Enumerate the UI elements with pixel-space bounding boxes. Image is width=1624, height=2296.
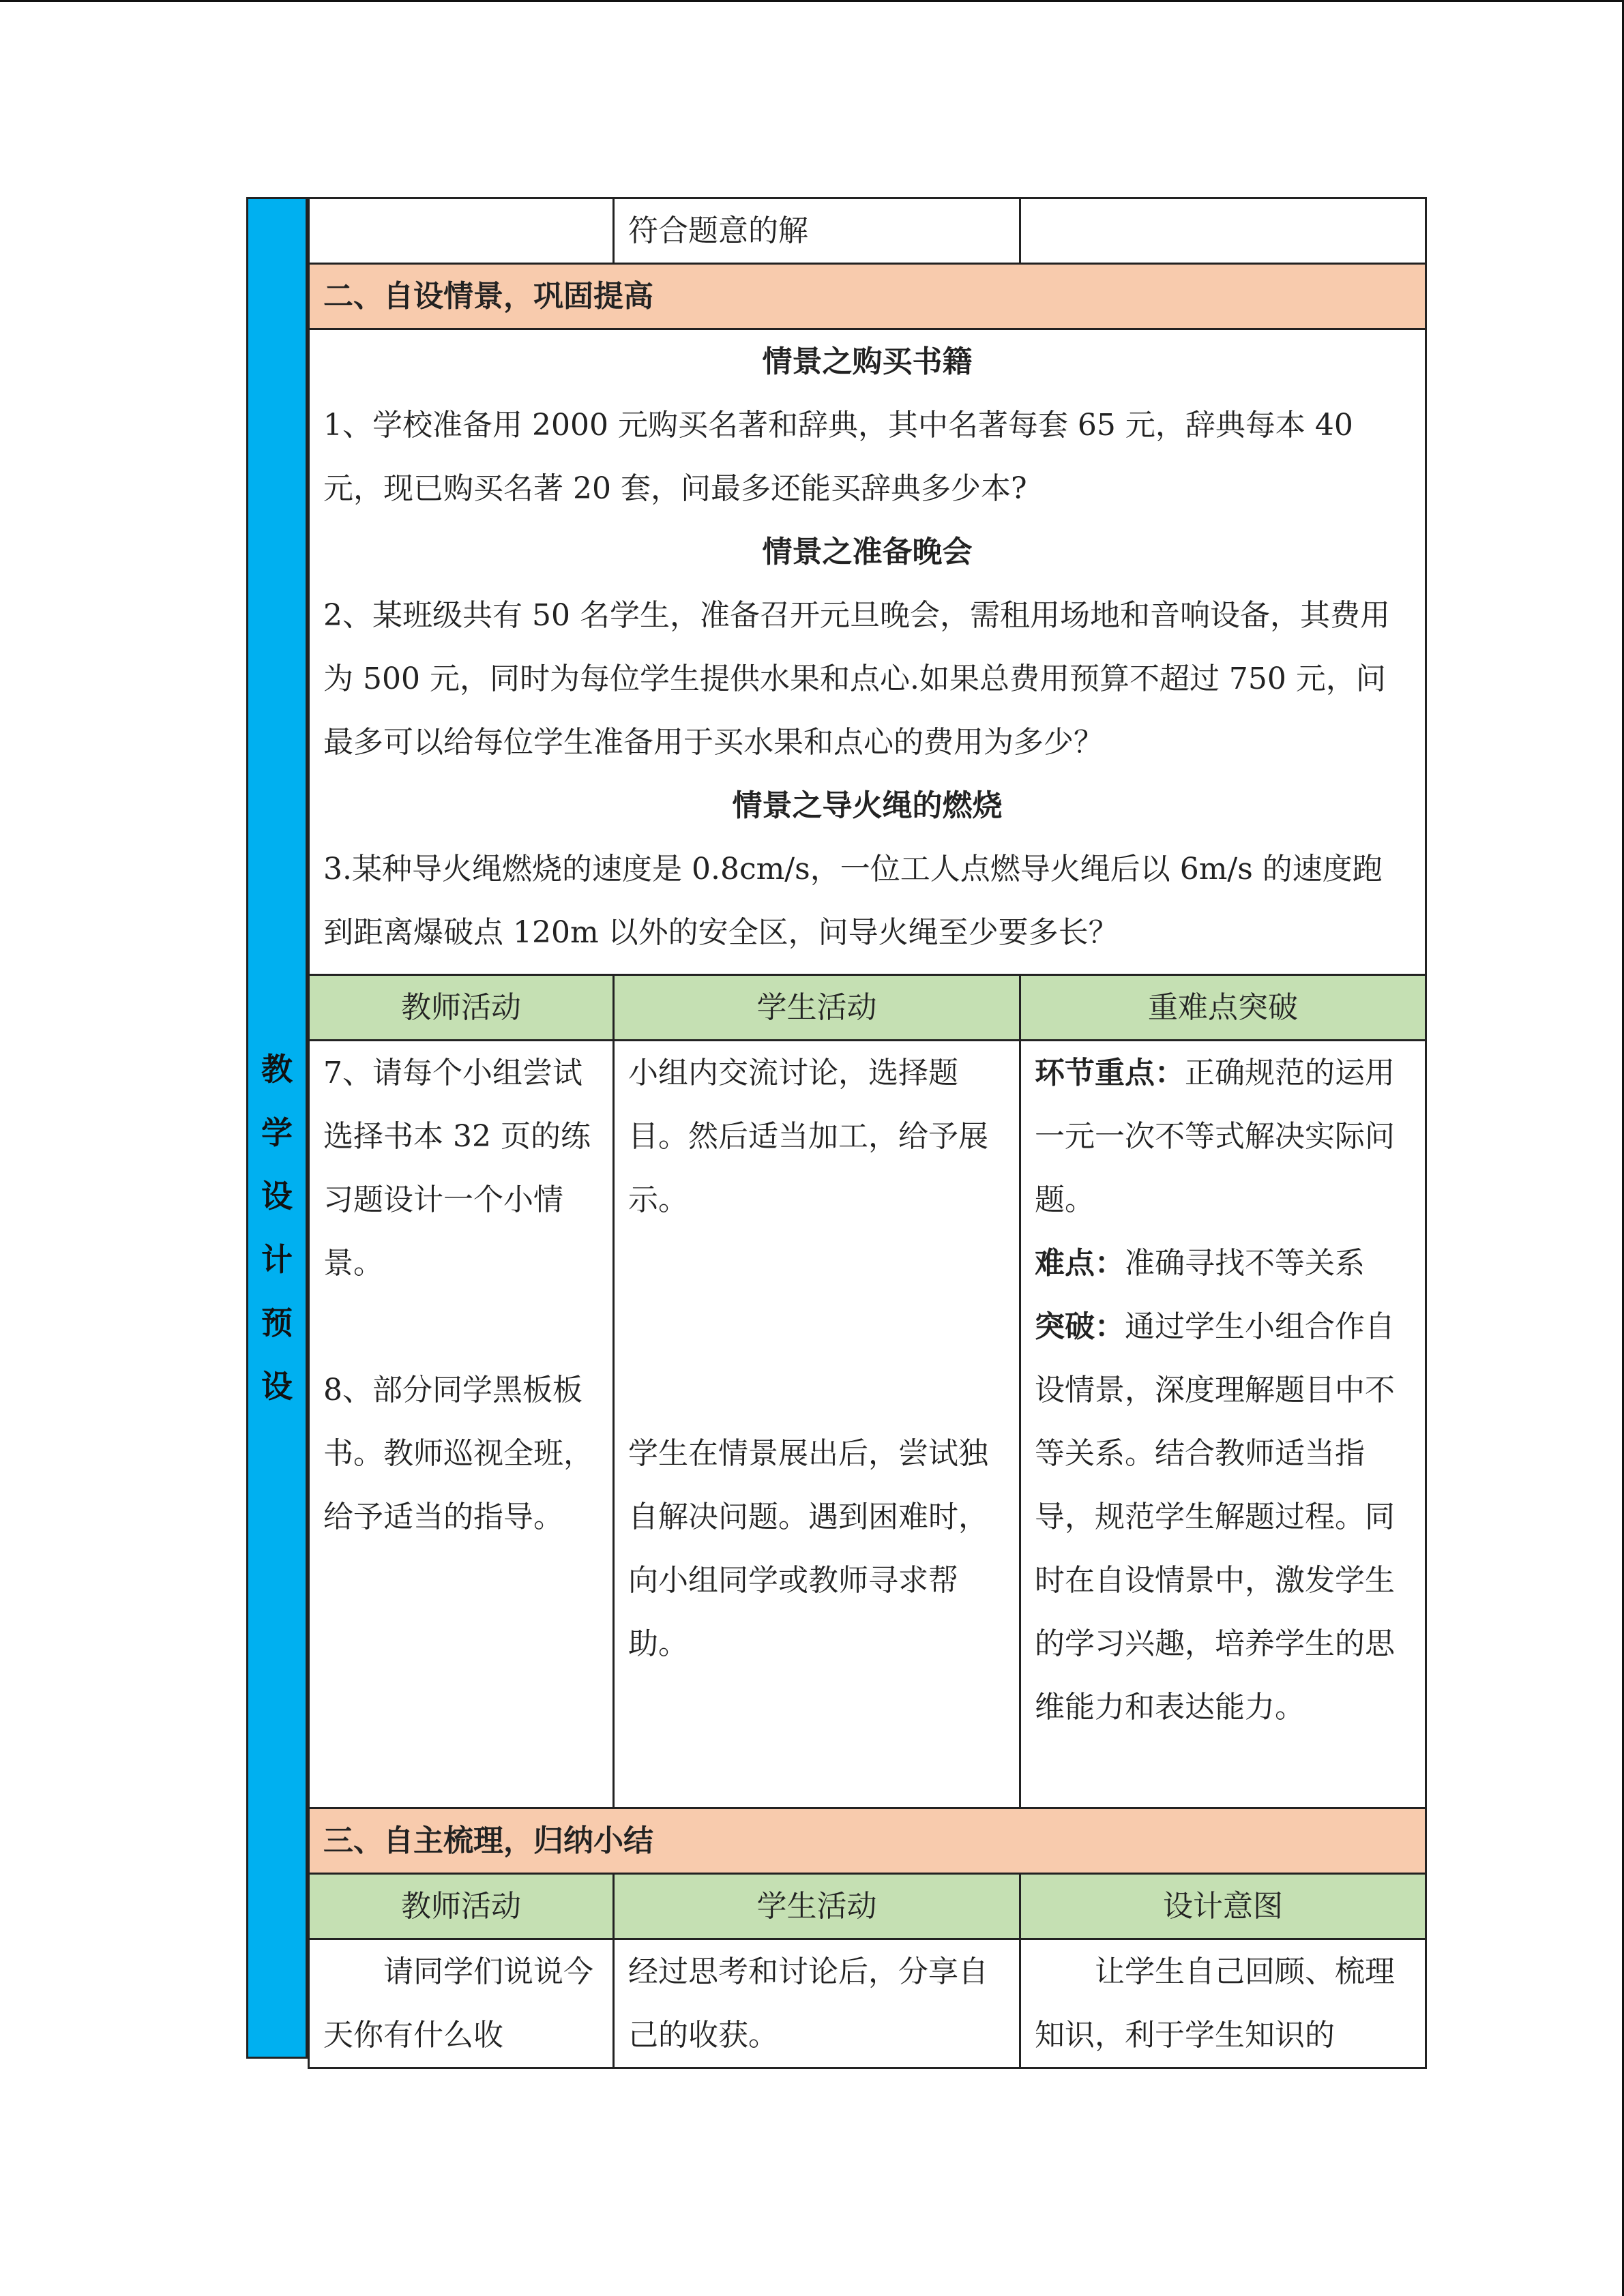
- sidebar-label-column: [246, 197, 308, 2059]
- header-teacher-activity: 教师活动: [309, 1874, 614, 1939]
- scenario1-title: 情景之购买书籍: [762, 344, 973, 379]
- breakthrough: [1035, 1295, 1411, 1739]
- sidebar-char: 设: [261, 1178, 293, 1214]
- table-row: [309, 198, 1426, 264]
- table-row: [309, 975, 1426, 1041]
- section3-title: 三、自主梳理，归纳小结: [309, 1808, 1426, 1874]
- sidebar-char: 设: [261, 1368, 293, 1405]
- header-student-activity: 学生活动: [614, 1874, 1020, 1939]
- summary-teacher: 请同学们说说今天你有什么收: [309, 1939, 614, 2068]
- difficulty-text: 准确寻找不等关系: [1125, 1246, 1365, 1281]
- breakthrough-text: 通过学生小组合作自设情景，深度理解题目中不等关系。结合教师适当指导，规范学生解题过程。同时在自设情景中，激发学生的学习兴趣，培养学生的思维能力和表达能力。: [1035, 1309, 1395, 1725]
- section2-scenarios: [309, 329, 1426, 975]
- summary-intent: 让学生自己回顾、梳理知识，利于学生知识的: [1020, 1939, 1426, 2068]
- header-key-difficulty: 重难点突破: [1020, 975, 1426, 1041]
- lesson-design-table: [308, 197, 1427, 2069]
- scenario2-title: 情景之准备晚会: [762, 535, 973, 569]
- header-teacher-activity: 教师活动: [309, 975, 614, 1041]
- sidebar-label: [248, 1038, 306, 1418]
- scenario3-title: 情景之导火绳的燃烧: [732, 788, 1003, 823]
- scenario1-text: 1、学校准备用 2000 元购买名著和辞典，其中名著每套 65 元，辞典每本 40 元，现已购买名著 20 套，问最多还能买辞典多少本?: [323, 408, 1353, 506]
- scenario2-text: 2、某班级共有 50 名学生，准备召开元旦晚会，需租用场地和音响设备，其费用为 500 元，同时为每位学生提供水果和点心.如果总费用预算不超过 750 元，问最多可以给每位学生准备用于买水果和点心的费用为多少？: [323, 598, 1390, 760]
- student-activity-cell: [614, 1041, 1020, 1808]
- student-activity-b: 学生在情景展出后，尝试独自解决问题。遇到困难时，向小组同学或教师寻求帮助。: [628, 1436, 988, 1661]
- difficulty: [1035, 1232, 1411, 1295]
- page-top-border: [0, 0, 1624, 2]
- teacher-activity-7: 7、请每个小组尝试选择书本 32 页的练习题设计一个小情景。: [323, 1056, 591, 1281]
- section2-title: 二、自设情景，巩固提高: [309, 264, 1426, 329]
- table-row: [309, 329, 1426, 975]
- row1-col1: [309, 198, 614, 264]
- table-row: [309, 1939, 1426, 2068]
- table-row: [309, 1808, 1426, 1874]
- sidebar-char: 预: [261, 1304, 293, 1341]
- row1-col2: 符合题意的解: [614, 198, 1020, 264]
- key-difficulty-cell: [1020, 1041, 1426, 1808]
- table-row: [309, 1874, 1426, 1939]
- table-row: [309, 1041, 1426, 1808]
- teacher-activity-cell: [309, 1041, 614, 1808]
- sidebar-char: 教: [261, 1051, 293, 1088]
- header-student-activity: 学生活动: [614, 975, 1020, 1041]
- summary-student: 经过思考和讨论后，分享自己的收获。: [614, 1939, 1020, 2068]
- difficulty-label: 难点：: [1035, 1246, 1125, 1281]
- key-point-text: 正确规范的运用一元一次不等式解决实际问题。: [1035, 1056, 1395, 1217]
- table-row: [309, 264, 1426, 329]
- student-activity-a: 小组内交流讨论，选择题目。然后适当加工，给予展示。: [628, 1056, 988, 1217]
- sidebar-char: 计: [261, 1241, 293, 1278]
- key-point-label: 环节重点：: [1035, 1056, 1185, 1090]
- header-design-intent: 设计意图: [1020, 1874, 1426, 1939]
- scenario3-text: 3.某种导火绳燃烧的速度是 0.8cm/s，一位工人点燃导火绳后以 6m/s 的速度跑到距离爆破点 120m 以外的安全区，问导火绳至少要多长？: [323, 852, 1383, 950]
- key-point: [1035, 1041, 1411, 1232]
- breakthrough-label: 突破：: [1035, 1309, 1125, 1344]
- teacher-activity-8: 8、部分同学黑板板书。教师巡视全班，给予适当的指导。: [323, 1373, 593, 1534]
- sidebar-char: 学: [261, 1114, 293, 1151]
- row1-col3: [1020, 198, 1426, 264]
